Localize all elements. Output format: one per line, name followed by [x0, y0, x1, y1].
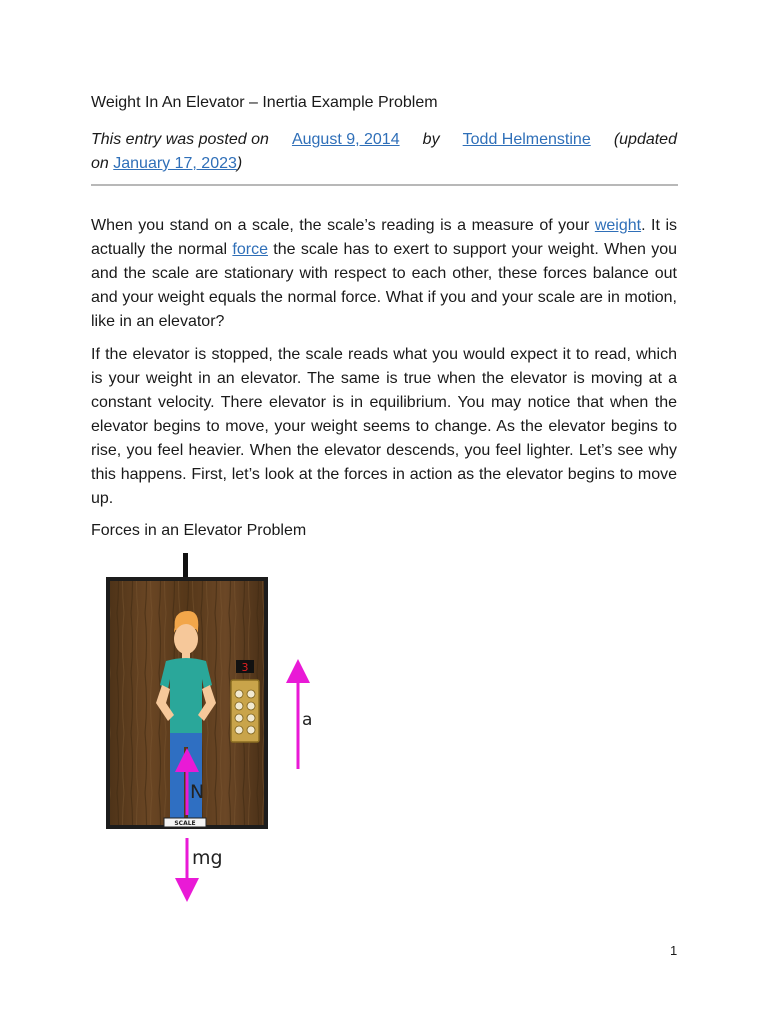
acceleration-label: a: [302, 710, 313, 730]
elevator-cable: [183, 553, 188, 578]
elevator-button[interactable]: [235, 714, 243, 722]
paragraph-2: If the elevator is stopped, the scale reads what you would expect it to read, which is your weight in an elevator. The same is true when the elevator is moving at a constant velocity. There elevator is in equilibrium. You may notice that when the elevator begins to move, your weight seems to change. As the elevator begins to rise, you feel heavier. When the elevator descends, you feel lighter. Let’s see why this happens. First, let’s look at the forces in action as the elevator begins to move up.: [91, 346, 677, 507]
page-number: 1: [670, 943, 678, 958]
post-meta-line-2: [91, 152, 677, 176]
elevator-button[interactable]: [235, 702, 243, 710]
elevator-button[interactable]: [247, 714, 255, 722]
elevator-button[interactable]: [235, 726, 243, 734]
person-head: [174, 624, 198, 654]
floor-indicator-number: 3: [241, 661, 249, 674]
posted-date-link[interactable]: August 9, 2014: [291, 131, 400, 148]
paragraph-1: [91, 214, 677, 334]
elevator-button[interactable]: [247, 726, 255, 734]
person-pants: [170, 733, 202, 747]
updated-prefix: (updated: [613, 131, 677, 148]
page-title: Weight In An Elevator – Inertia Example Problem: [91, 94, 438, 111]
by-word: by: [422, 131, 440, 148]
elevator-button[interactable]: [247, 690, 255, 698]
elevator-button[interactable]: [235, 690, 243, 698]
post-meta-line-1: [91, 128, 677, 152]
paragraph-1-text-c: the scale has to exert to support your weight. When you and the scale are stationary with respect to each other, these forces balance out and your weight equals the normal force. What if you and your scale are in motion, like in an elevator?: [91, 241, 678, 330]
paragraph-1-text-a: When you stand on a scale, the scale’s reading is a measure of your: [91, 217, 595, 234]
figure-caption: Forces in an Elevator Problem: [91, 522, 307, 539]
post-meta: [91, 128, 677, 176]
elevator-button[interactable]: [247, 702, 255, 710]
updated-date-link[interactable]: January 17, 2023: [113, 155, 237, 172]
weight-link[interactable]: weight: [594, 217, 642, 234]
close-paren: ): [236, 155, 243, 172]
force-link[interactable]: force: [232, 241, 268, 258]
elevator-diagram: [100, 553, 340, 903]
scale-label: SCALE: [174, 820, 196, 827]
on-word: on: [91, 155, 109, 172]
author-link[interactable]: Todd Helmenstine: [462, 131, 591, 148]
normal-force-label: N: [190, 781, 205, 803]
elevator-button-panel: [231, 680, 259, 742]
weight-force-label: mg: [192, 847, 223, 869]
posted-prefix: This entry was posted on: [91, 131, 269, 148]
header-divider: [91, 184, 678, 186]
paragraph-1-text-b: . It is actually the normal: [91, 217, 677, 258]
